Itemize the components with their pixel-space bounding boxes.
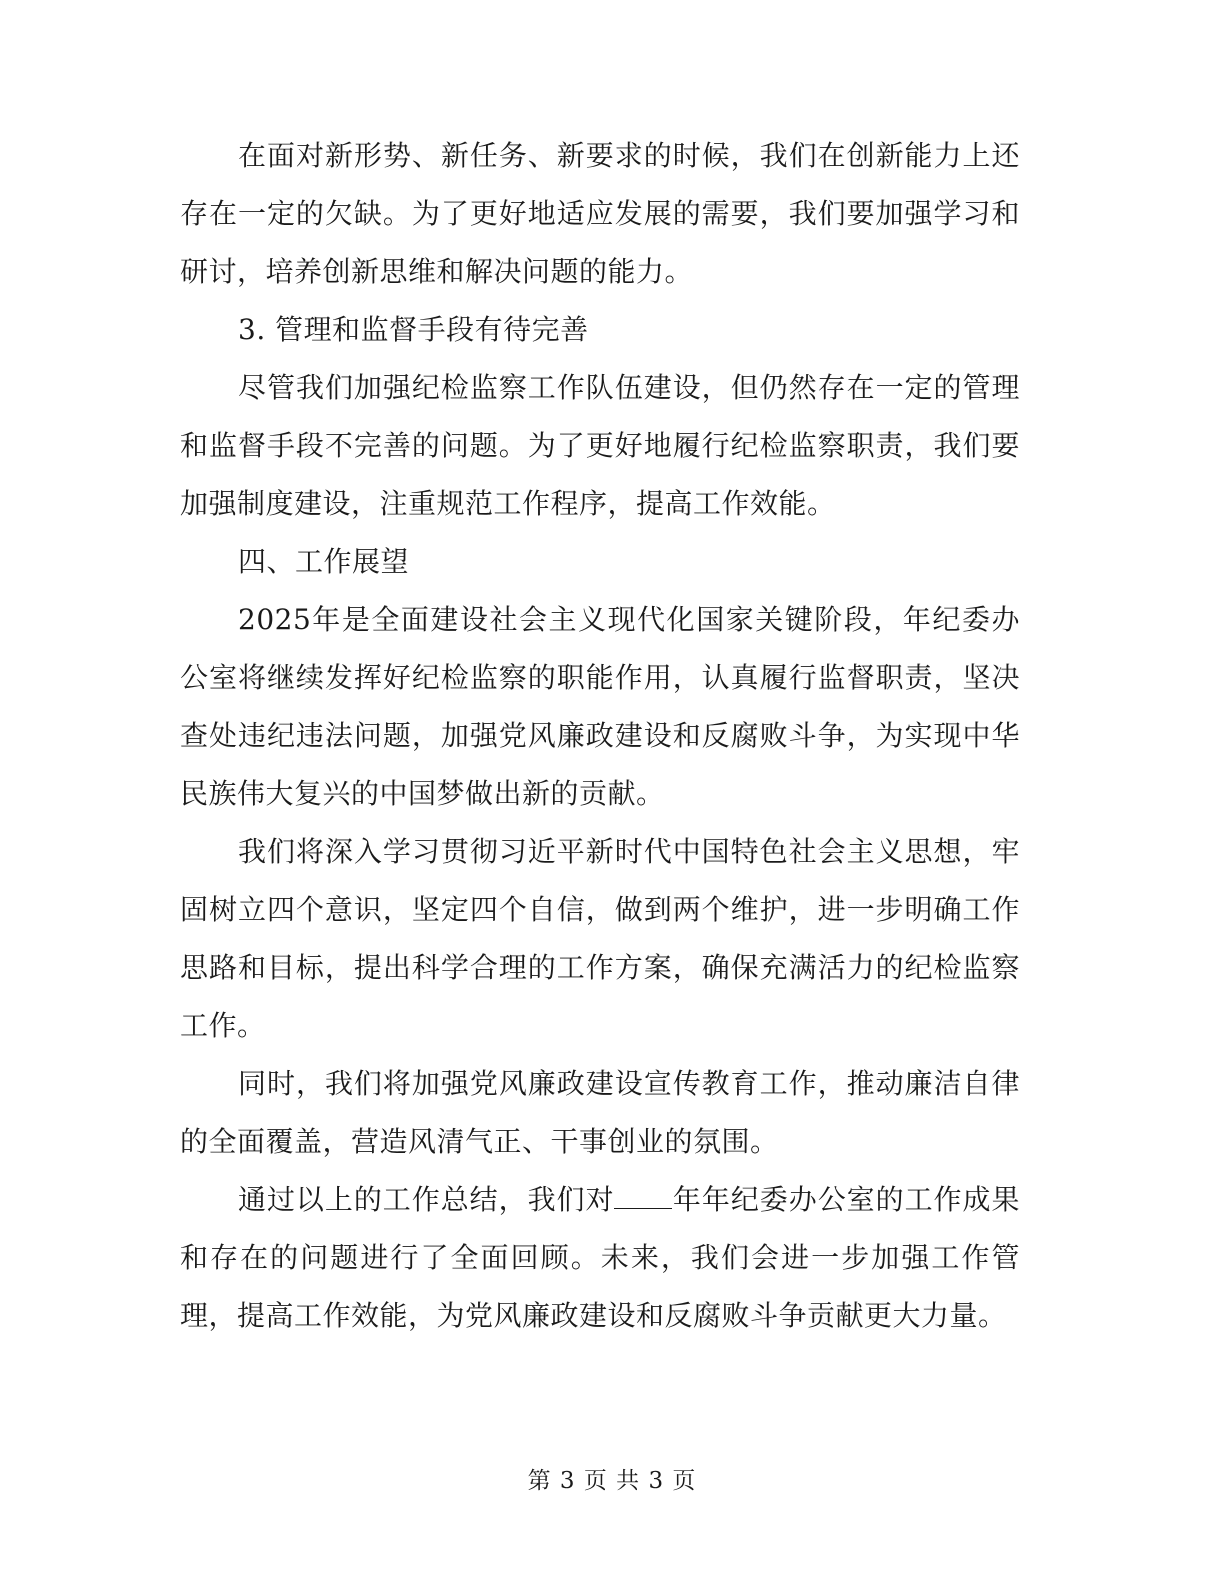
paragraph-summary xyxy=(180,1171,1020,1345)
summary-text-after-blank: 年年纪委办公室的工作成果和存在的问题进行了全面回顾。未来，我们会进一步加强工作管理，提高工作效能，为党风廉政建设和反腐败斗争贡献更大力量。 xyxy=(180,1183,1020,1332)
paragraph-management: 尽管我们加强纪检监察工作队伍建设，但仍然存在一定的管理和监督手段不完善的问题。为了更好地履行纪检监察职责，我们要加强制度建设，注重规范工作程序，提高工作效能。 xyxy=(180,371,1020,520)
paragraph-innovation: 在面对新形势、新任务、新要求的时候，我们在创新能力上还存在一定的欠缺。为了更好地适应发展的需要，我们要加强学习和研讨，培养创新思维和解决问题的能力。 xyxy=(180,139,1020,288)
summary-text-before-blank: 通过以上的工作总结，我们对 xyxy=(238,1183,615,1216)
paragraph-education: 同时，我们将加强党风廉政建设宣传教育工作，推动廉洁自律的全面覆盖，营造风清气正、干事创业的氛围。 xyxy=(180,1067,1020,1158)
page-number-footer: 第 3 页 共 3 页 xyxy=(527,1468,697,1494)
subheading-management: 3. 管理和监督手段有待完善 xyxy=(238,313,589,346)
fill-in-blank xyxy=(614,1186,672,1209)
paragraph-study-thought: 我们将深入学习贯彻习近平新时代中国特色社会主义思想，牢固树立四个意识，坚定四个自信，做到两个维护，进一步明确工作思路和目标，提出科学合理的工作方案，确保充满活力的纪检监察工作。 xyxy=(180,835,1020,1042)
section-heading-outlook: 四、工作展望 xyxy=(238,545,410,578)
document-body xyxy=(180,127,1020,1345)
paragraph-2025-outlook: 2025年是全面建设社会主义现代化国家关键阶段，年纪委办公室将继续发挥好纪检监察的职能作用，认真履行监督职责，坚决查处违纪违法问题，加强党风廉政建设和反腐败斗争，为实现中华民族伟大复兴的中国梦做出新的贡献。 xyxy=(180,603,1020,810)
